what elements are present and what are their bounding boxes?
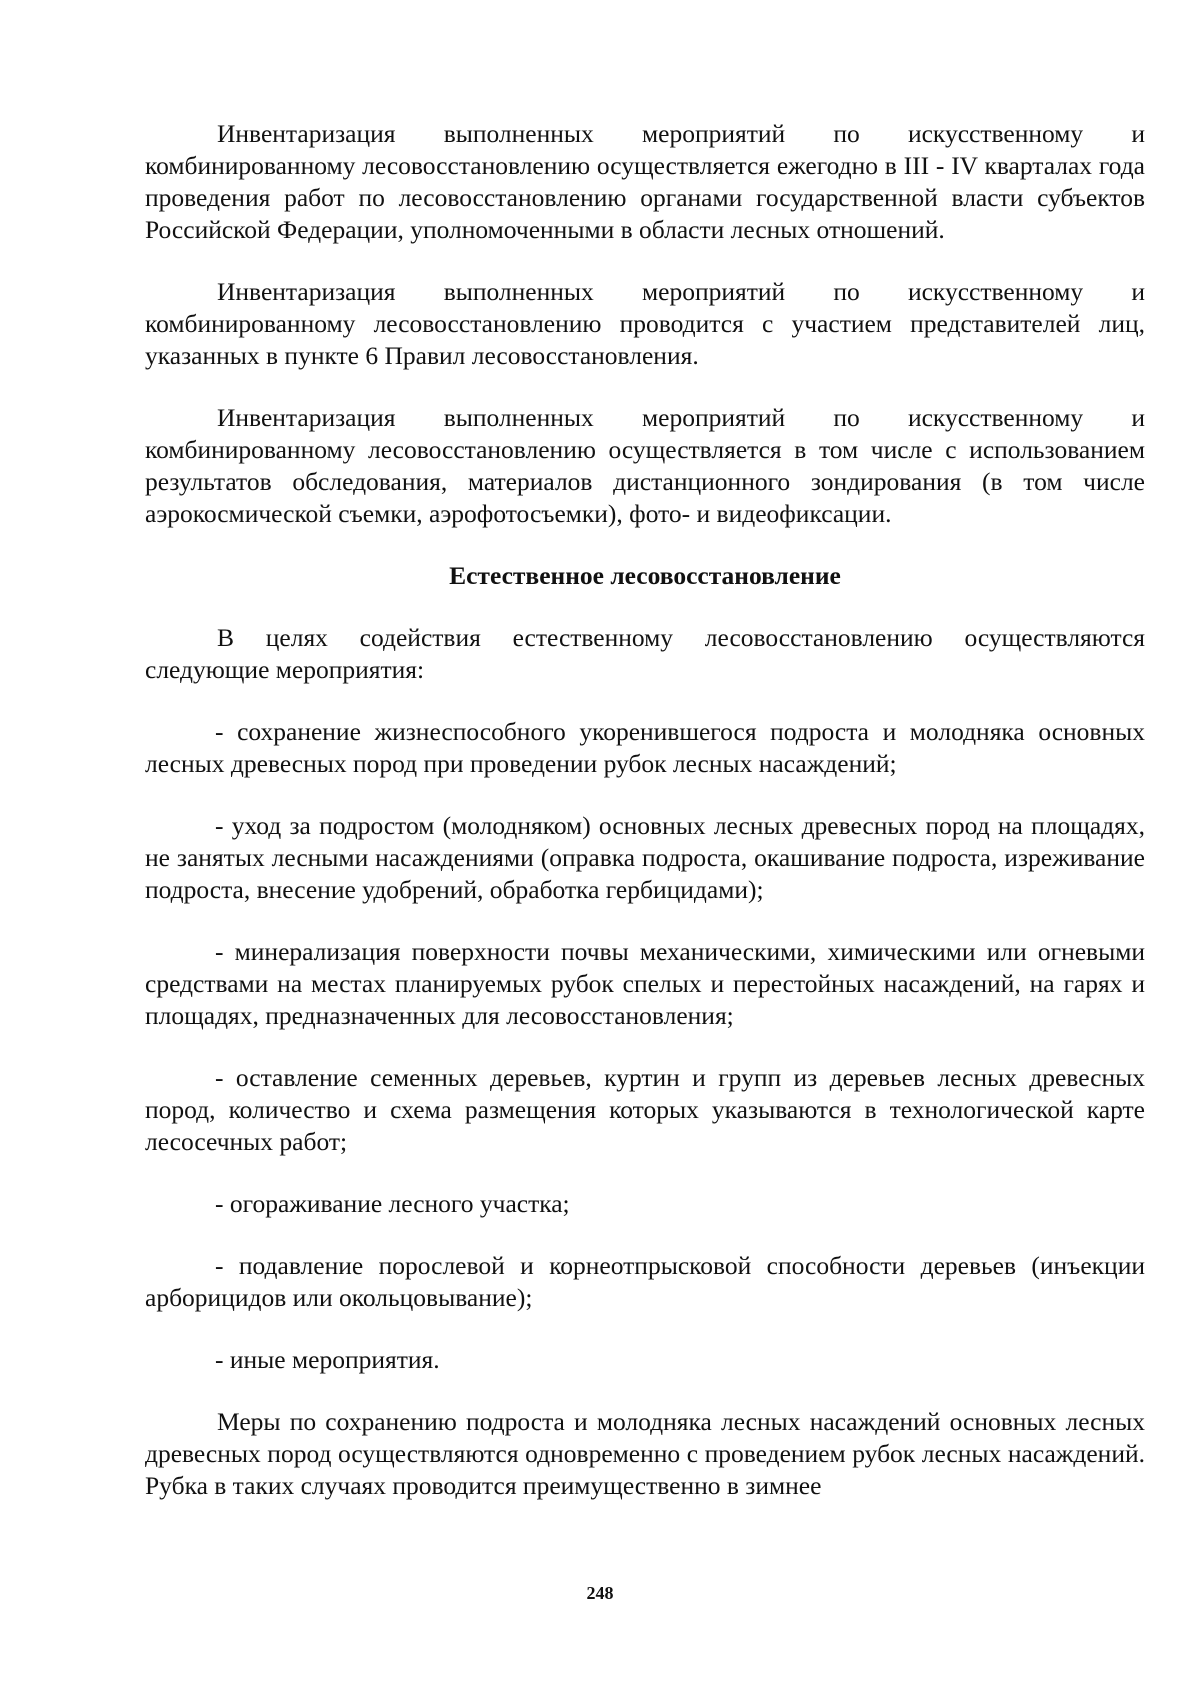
list-item-preservation: - сохранение жизнеспособного укоренившегося подроста и молодняка основных лесных древесных пород при проведении рубок лесных насаждений; (145, 717, 1145, 778)
list-item-seed-trees: - оставление семенных деревьев, куртин и групп из деревьев лесных древесных пород, количество и схема размещения которых указываются в технологической карте лесосечных работ; (145, 1063, 1145, 1156)
list-item-fencing: - огораживание лесного участка; (215, 1189, 570, 1218)
list-item-sprout-suppression: - подавление порослевой и корнеотпрысковой способности деревьев (инъекции арборицидов или окольцовывание); (145, 1251, 1145, 1312)
list-item-mineralization: - минерализация поверхности почвы механическими, химическими или огневыми средствами на местах планируемых рубок спелых и перестойных насаждений, на гарях и площадях, предназначенных для лесовосстановления; (145, 937, 1145, 1030)
list-item-undergrowth-care: - уход за подростом (молодняком) основных лесных древесных пород на площадях, не занятых лесными насаждениями (оправка подроста, окашивание подроста, изреживание подроста, внесение удобрений, обработка гербицидами); (145, 811, 1145, 904)
page-number: 248 (586, 1583, 614, 1603)
paragraph-inventory-timing: Инвентаризация выполненных мероприятий по искусственному и комбинированному лесовосстановлению осуществляется ежегодно в III - IV кварталах года проведения работ по лесовосстановлению органами государственной власти субъектов Российской Федерации, уполномоченными в области лесных отношений. (145, 119, 1145, 244)
paragraph-inventory-methods: Инвентаризация выполненных мероприятий по искусственному и комбинированному лесовосстановлению осуществляется в том числе с использованием результатов обследования, материалов дистанционного зондирования (в том числе аэрокосмической съемки, аэрофотосъемки), фото- и видеофиксации. (145, 403, 1145, 528)
document-body (145, 118, 1145, 1532)
list-item-other-measures: - иные мероприятия. (215, 1345, 440, 1374)
paragraph-intro: В целях содействия естественному лесовосстановлению осуществляются следующие мероприятия: (145, 623, 1145, 684)
paragraph-closing: Меры по сохранению подроста и молодняка лесных насаждений основных лесных древесных пород осуществляются одновременно с проведением рубок лесных насаждений. Рубка в таких случаях проводится преимущественно в зимнее (145, 1407, 1145, 1500)
paragraph-inventory-participants: Инвентаризация выполненных мероприятий по искусственному и комбинированному лесовосстановлению проводится с участием представителей лиц, указанных в пункте 6 Правил лесовосстановления. (145, 277, 1145, 370)
section-heading: Естественное лесовосстановление (449, 561, 841, 590)
